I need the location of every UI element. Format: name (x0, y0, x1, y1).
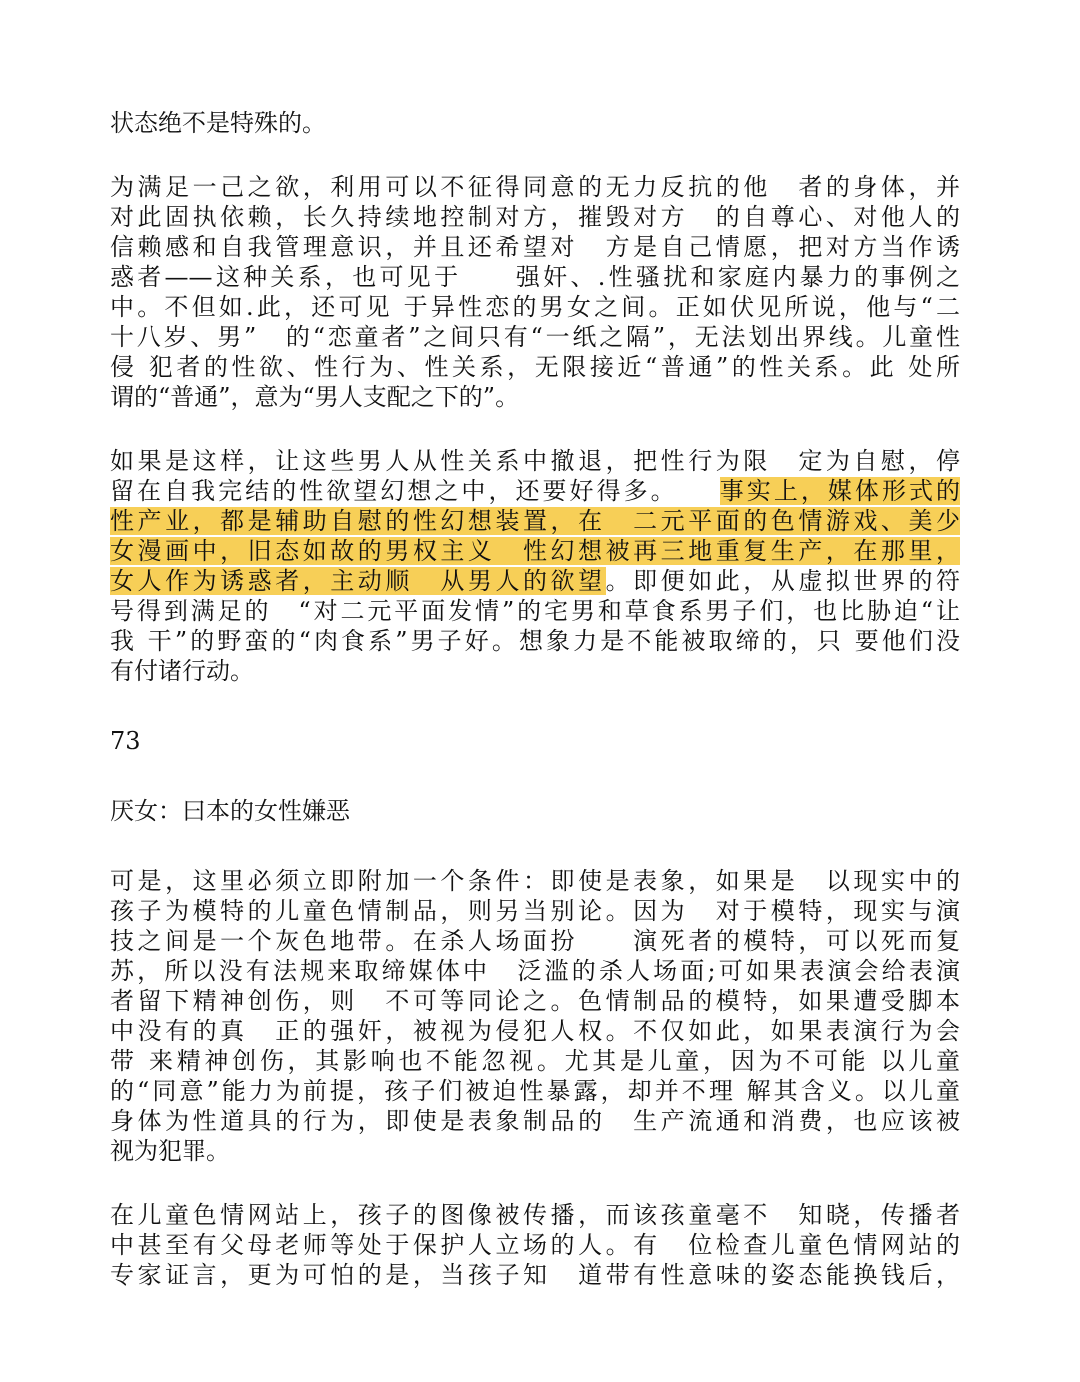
text-line: 惑者——这种关系，也可见于 强奸、.性骚扰和家庭内暴力的事例之 (110, 263, 960, 291)
text-line: 号得到满足的 “对二元平面发情”的宅男和草食系男子们，也比胁迫“让 (110, 597, 960, 625)
highlighted-text: 事实上，媒体形式的 (719, 477, 960, 505)
text-line: 带 来精神创伤，其影响也不能忽视。尤其是儿童，因为不可能 以儿童 (110, 1047, 960, 1075)
text-line: 对此固执依赖，长久持续地控制对方，摧毁对方 的自尊心、对他人的 (110, 203, 960, 231)
page-number: 73 (110, 727, 141, 755)
text-line: 者留下精神创伤，则 不可等同论之。色情制品的模特，如果遭受脚本 (110, 987, 960, 1015)
text-line: 状态绝不是特殊的。 (110, 109, 326, 137)
text-line: 身体为性道具的行为，即使是表象制品的 生产流通和消费，也应该被 (110, 1107, 960, 1135)
text-line: 如果是这样，让这些男人从性关系中撤退，把性行为限 定为自慰，停 (110, 447, 960, 475)
text-segment: 留在自我完结的性欲望幻想之中，还要好得多。 (110, 477, 666, 505)
text-line: 视为犯罪。 (110, 1137, 230, 1165)
paragraph-gap (110, 138, 960, 172)
text-line: 的“同意”能力为前提，孩子们被迫性暴露，却并不理 解其含义。以儿童 (110, 1077, 960, 1105)
text-line: 技之间是一个灰色地带。在杀人场面扮 演死者的模特，可以死而复 (110, 927, 960, 955)
text-line: 在儿童色情网站上，孩子的图像被传播，而该孩童毫不 知晓，传播者 (110, 1201, 960, 1229)
paragraph-gap (110, 686, 960, 726)
text-line (110, 566, 960, 596)
text-line: 侵 犯者的性欲、性行为、性关系，无限接近“普通”的性关系。此 处所 (110, 353, 960, 381)
highlighted-text: 女漫画中，旧态如故的男权主义 性幻想被再三地重复生产，在那里， (110, 537, 960, 565)
text-line: 可是，这里必须立即附加一个条件：即使是表象，如果是 以现实中的 (110, 867, 960, 895)
text-line: 信赖感和自我管理意识，并且还希望对 方是自己情愿，把对方当作诱 (110, 233, 960, 261)
paragraph-gap (110, 412, 960, 446)
text-line: 谓的“普通”，意为“男人支配之下的”。 (110, 383, 520, 411)
paragraph (110, 1200, 960, 1290)
paragraph (110, 172, 960, 412)
text-line: 为满足一己之欲，利用可以不征得同意的无力反抗的他 者的身体，并 (110, 173, 960, 201)
text-line: 孩子为模特的儿童色情制品，则另当别论。因为 对于模特，现实与演 (110, 897, 960, 925)
paragraph (110, 446, 960, 686)
text-line: 苏，所以没有法规来取缔媒体中 泛滥的杀人场面;可如果表演会给表演 (110, 957, 960, 985)
text-line: 中没有的真 正的强奸，被视为侵犯人权。不仅如此，如果表演行为会 (110, 1017, 960, 1045)
paragraph (110, 866, 960, 1166)
text-line: 专家证言，更为可怕的是，当孩子知 道带有性意味的姿态能换钱后， (110, 1261, 960, 1289)
document-page (110, 108, 960, 1290)
paragraph-gap (110, 1166, 960, 1200)
text-line: 我 干”的野蛮的“肉食系”男子好。想象力是不能被取缔的，只 要他们没 (110, 627, 960, 655)
text-line: 十八岁、男” 的“恋童者”之间只有“一纸之隔”，无法划出界线。儿童性 (110, 323, 960, 351)
text-line: 中。不但如.此，还可见 于异性恋的男女之间。正如伏见所说，他与“二 (110, 293, 960, 321)
text-line: 中甚至有父母老师等处于保护人立场的人。有 位检查儿童色情网站的 (110, 1231, 960, 1259)
text-segment: 。即便如此，从虚拟世界的符 (605, 567, 960, 595)
text-line (110, 506, 960, 536)
highlighted-text: 女人作为诱惑者，主动顺 从男人的欲望 (110, 567, 606, 595)
paragraph-gap (110, 826, 960, 866)
text-line (110, 536, 960, 566)
paragraph (110, 108, 960, 138)
paragraph-gap (110, 756, 960, 796)
running-head: 厌女：曰本的女性嫌恶 (110, 797, 350, 825)
highlighted-text: 性产业，都是辅助自慰的性幻想装置，在 二元平面的色情游戏、美少 (110, 507, 960, 535)
text-line: 有付诸行动。 (110, 657, 254, 685)
text-line (110, 476, 960, 506)
